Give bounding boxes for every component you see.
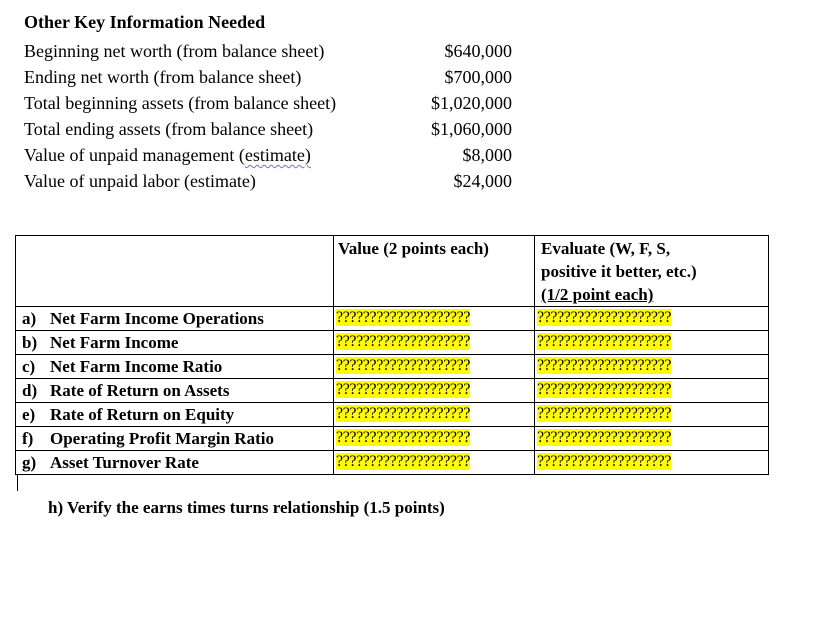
table-row bbox=[16, 379, 769, 403]
table-row bbox=[16, 331, 769, 355]
info-label-text: Value of unpaid management ( bbox=[24, 145, 245, 165]
table-row bbox=[16, 451, 769, 475]
evaluate-cell[interactable] bbox=[535, 451, 769, 475]
row-label bbox=[16, 427, 334, 451]
value-placeholder: ???????????????????? bbox=[336, 357, 471, 374]
key-information-heading: Other Key Information Needed bbox=[24, 12, 266, 32]
item-label: Net Farm Income Operations bbox=[50, 309, 264, 328]
header-evaluate bbox=[535, 236, 769, 307]
header-evaluate-line1: Evaluate (W, F, S, bbox=[541, 239, 671, 258]
info-value: $640,000 bbox=[444, 41, 512, 61]
info-row-total-ending-assets bbox=[24, 116, 524, 142]
value-placeholder: ???????????????????? bbox=[336, 453, 471, 470]
evaluate-placeholder: ???????????????????? bbox=[537, 405, 672, 422]
info-value: $700,000 bbox=[444, 67, 512, 87]
evaluate-cell[interactable] bbox=[535, 307, 769, 331]
value-cell[interactable] bbox=[334, 451, 535, 475]
info-label: Value of unpaid labor (estimate) bbox=[24, 171, 256, 191]
table-row bbox=[16, 307, 769, 331]
evaluate-cell[interactable] bbox=[535, 355, 769, 379]
info-row-unpaid-management bbox=[24, 142, 524, 168]
table-row bbox=[16, 427, 769, 451]
row-label bbox=[16, 379, 334, 403]
item-letter: a) bbox=[22, 309, 37, 328]
info-row-beginning-net-worth bbox=[24, 38, 524, 64]
item-label: Net Farm Income Ratio bbox=[50, 357, 223, 376]
info-label bbox=[24, 142, 311, 168]
table-row bbox=[16, 403, 769, 427]
info-label: Total beginning assets (from balance sheet) bbox=[24, 93, 337, 113]
value-cell[interactable] bbox=[334, 355, 535, 379]
info-value: $1,020,000 bbox=[431, 93, 512, 113]
text-cursor bbox=[17, 474, 18, 491]
verify-question: h) Verify the earns times turns relationship (1.5 points) bbox=[48, 498, 445, 517]
info-value: $8,000 bbox=[462, 145, 512, 165]
value-cell[interactable] bbox=[334, 427, 535, 451]
value-cell[interactable] bbox=[334, 403, 535, 427]
header-item bbox=[16, 236, 334, 307]
value-placeholder: ???????????????????? bbox=[336, 381, 471, 398]
item-letter: b) bbox=[22, 333, 38, 352]
spellcheck-flagged-word[interactable]: estimate) bbox=[244, 145, 311, 165]
item-letter: f) bbox=[22, 429, 34, 448]
header-evaluate-line3: (1/2 point each) bbox=[541, 285, 654, 304]
evaluate-cell[interactable] bbox=[535, 379, 769, 403]
item-letter: g) bbox=[22, 453, 37, 472]
table-row bbox=[16, 355, 769, 379]
value-placeholder: ???????????????????? bbox=[336, 429, 471, 446]
evaluate-placeholder: ???????????????????? bbox=[537, 381, 672, 398]
evaluate-placeholder: ???????????????????? bbox=[537, 429, 672, 446]
info-label: Beginning net worth (from balance sheet) bbox=[24, 41, 325, 61]
key-information-section bbox=[24, 11, 524, 194]
header-evaluate-line2: positive it better, etc.) bbox=[541, 262, 697, 281]
evaluate-placeholder: ???????????????????? bbox=[537, 309, 672, 326]
value-cell[interactable] bbox=[334, 331, 535, 355]
evaluate-cell[interactable] bbox=[535, 427, 769, 451]
row-label bbox=[16, 355, 334, 379]
value-placeholder: ???????????????????? bbox=[336, 333, 471, 350]
row-label bbox=[16, 307, 334, 331]
item-label: Operating Profit Margin Ratio bbox=[50, 429, 274, 448]
value-cell[interactable] bbox=[334, 307, 535, 331]
info-value: $24,000 bbox=[453, 171, 512, 191]
table-header-row bbox=[16, 236, 769, 307]
evaluate-placeholder: ???????????????????? bbox=[537, 453, 672, 470]
item-label: Net Farm Income bbox=[50, 333, 179, 352]
item-letter: e) bbox=[22, 405, 36, 424]
evaluate-cell[interactable] bbox=[535, 331, 769, 355]
value-placeholder: ???????????????????? bbox=[336, 405, 471, 422]
evaluation-table bbox=[15, 235, 769, 475]
info-row-unpaid-labor bbox=[24, 168, 524, 194]
header-value: Value (2 points each) bbox=[334, 236, 535, 307]
row-label bbox=[16, 403, 334, 427]
item-letter: d) bbox=[22, 381, 38, 400]
evaluate-cell[interactable] bbox=[535, 403, 769, 427]
value-placeholder: ???????????????????? bbox=[336, 309, 471, 326]
item-label: Rate of Return on Assets bbox=[50, 381, 230, 400]
value-cell[interactable] bbox=[334, 379, 535, 403]
evaluate-placeholder: ???????????????????? bbox=[537, 357, 672, 374]
info-value: $1,060,000 bbox=[431, 119, 512, 139]
item-letter: c) bbox=[22, 357, 36, 376]
info-label: Total ending assets (from balance sheet) bbox=[24, 119, 314, 139]
info-row-total-beginning-assets bbox=[24, 90, 524, 116]
row-label bbox=[16, 451, 334, 475]
item-label: Asset Turnover Rate bbox=[50, 453, 199, 472]
row-label bbox=[16, 331, 334, 355]
item-label: Rate of Return on Equity bbox=[50, 405, 235, 424]
info-label: Ending net worth (from balance sheet) bbox=[24, 67, 302, 87]
info-row-ending-net-worth bbox=[24, 64, 524, 90]
evaluate-placeholder: ???????????????????? bbox=[537, 333, 672, 350]
